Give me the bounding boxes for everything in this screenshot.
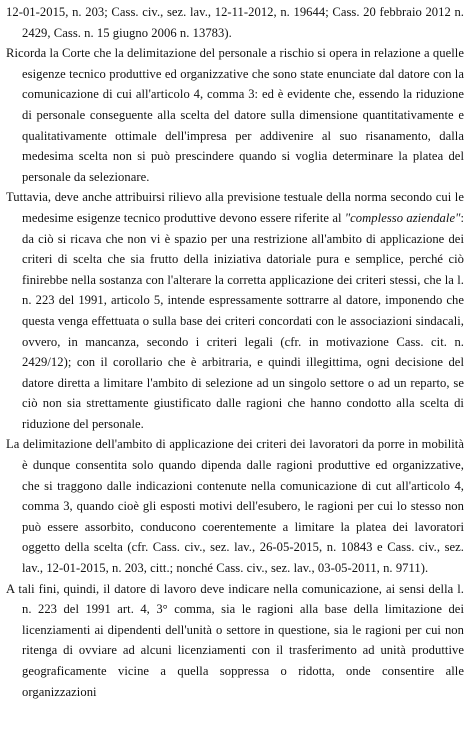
paragraph-communication-requirements [6, 579, 464, 703]
paragraph-text: Ricorda la Corte che la delimitazione del personale a rischio si opera in relazione a quelle esigenze tecnico produttive ed organizzative che sono state enunciate dal datore con la comunicazione di cui all'articolo 4, comma 3: ed è evidente che, essendo la riduzione di personale conseguente alla scelta del datore sulla dimensione quantitativamente e qualitativamente ottimale dell'impresa per addivenire al suo risanamento, dalla medesima scelta non si può prescindere quando si voglia determinare la platea del personale da selezionare. [6, 46, 464, 184]
paragraph-text: La delimitazione dell'ambito di applicazione dei criteri dei lavoratori da porre in mobilità è dunque consentita solo quando dipenda dalle ragioni produttive ed organizzative, che si traggono dalle indicazioni contenute nella comunicazione di cut all'articolo 4, comma 3, quando cioè gli esposti motivi dell'esubero, le ragioni per cui lo stesso non può essere assorbito, conducono coerentemente a limitare la platea dei lavoratori oggetto della scelta (cfr. Cass. civ., sez. lav., 26-05-2015, n. 10843 e Cass. civ., sez. lav., 12-01-2015, n. 203, citt.; nonché Cass. civ., sez. lav., 03-05-2011, n. 9711). [6, 437, 464, 576]
paragraph-complesso-aziendale [6, 187, 464, 434]
paragraph-delimitation-personnel [6, 43, 464, 187]
paragraph-text: : da ciò si ricava che non vi è spazio per una restrizione all'ambito di applicazione dei criteri di scelta che sia frutto della iniziativa datoriale pura e semplice, perché ciò finirebbe nella sostanza con l'alterare la corretta applicazione dei criteri stessi, che la l. n. 223 del 1991, articolo 5, intende espressamente sottrarre al datore, imponendo che questa venga effettuata o sulla base dei criteri concordati con le associazioni sindacali, ovvero, in mancanza, secondo i criteri legali (cfr. in motivazione Cass. cit. n. 2429/12); con il corollario che è arbitraria, e quindi illegittima, ogni decisione del datore diretta a limitare l'ambito di selezione ad un singolo settore o ad un reparto, se ciò non sia strettamente giustificato dalle ragioni che hanno condotto alla scelta di riduzione del personale. [22, 210, 464, 431]
paragraph-citation-continuation [6, 2, 464, 43]
italic-quote: "complesso aziendale" [344, 210, 461, 225]
paragraph-text: A tali fini, quindi, il datore di lavoro deve indicare nella comunicazione, ai sensi della l. n. 223 del 1991 art. 4, 3° comma, sia le ragioni alla base della limitazione dei licenziamenti ai dipendenti dell'unità o settore in questione, sia le ragioni per cui non ritenga di ovviare ad alcuni licenziamenti con il trasferimento ad unità produttive geograficamente vicine a quella soppressa o ridotta, onde consentire alle organizzazioni [6, 581, 464, 699]
paragraph-text: Tuttavia, deve anche attribuirsi rilievo alla previsione testuale della norma secondo cui le medesime esigenze tecnico produttive devono essere riferite al [6, 190, 464, 225]
paragraph-mobility-scope [6, 434, 464, 578]
paragraph-text: 12-01-2015, n. 203; Cass. civ., sez. lav., 12-11-2012, n. 19644; Cass. 20 febbraio 2012 n. 2429, Cass. n. 15 giugno 2006 n. 13783). [6, 5, 464, 40]
